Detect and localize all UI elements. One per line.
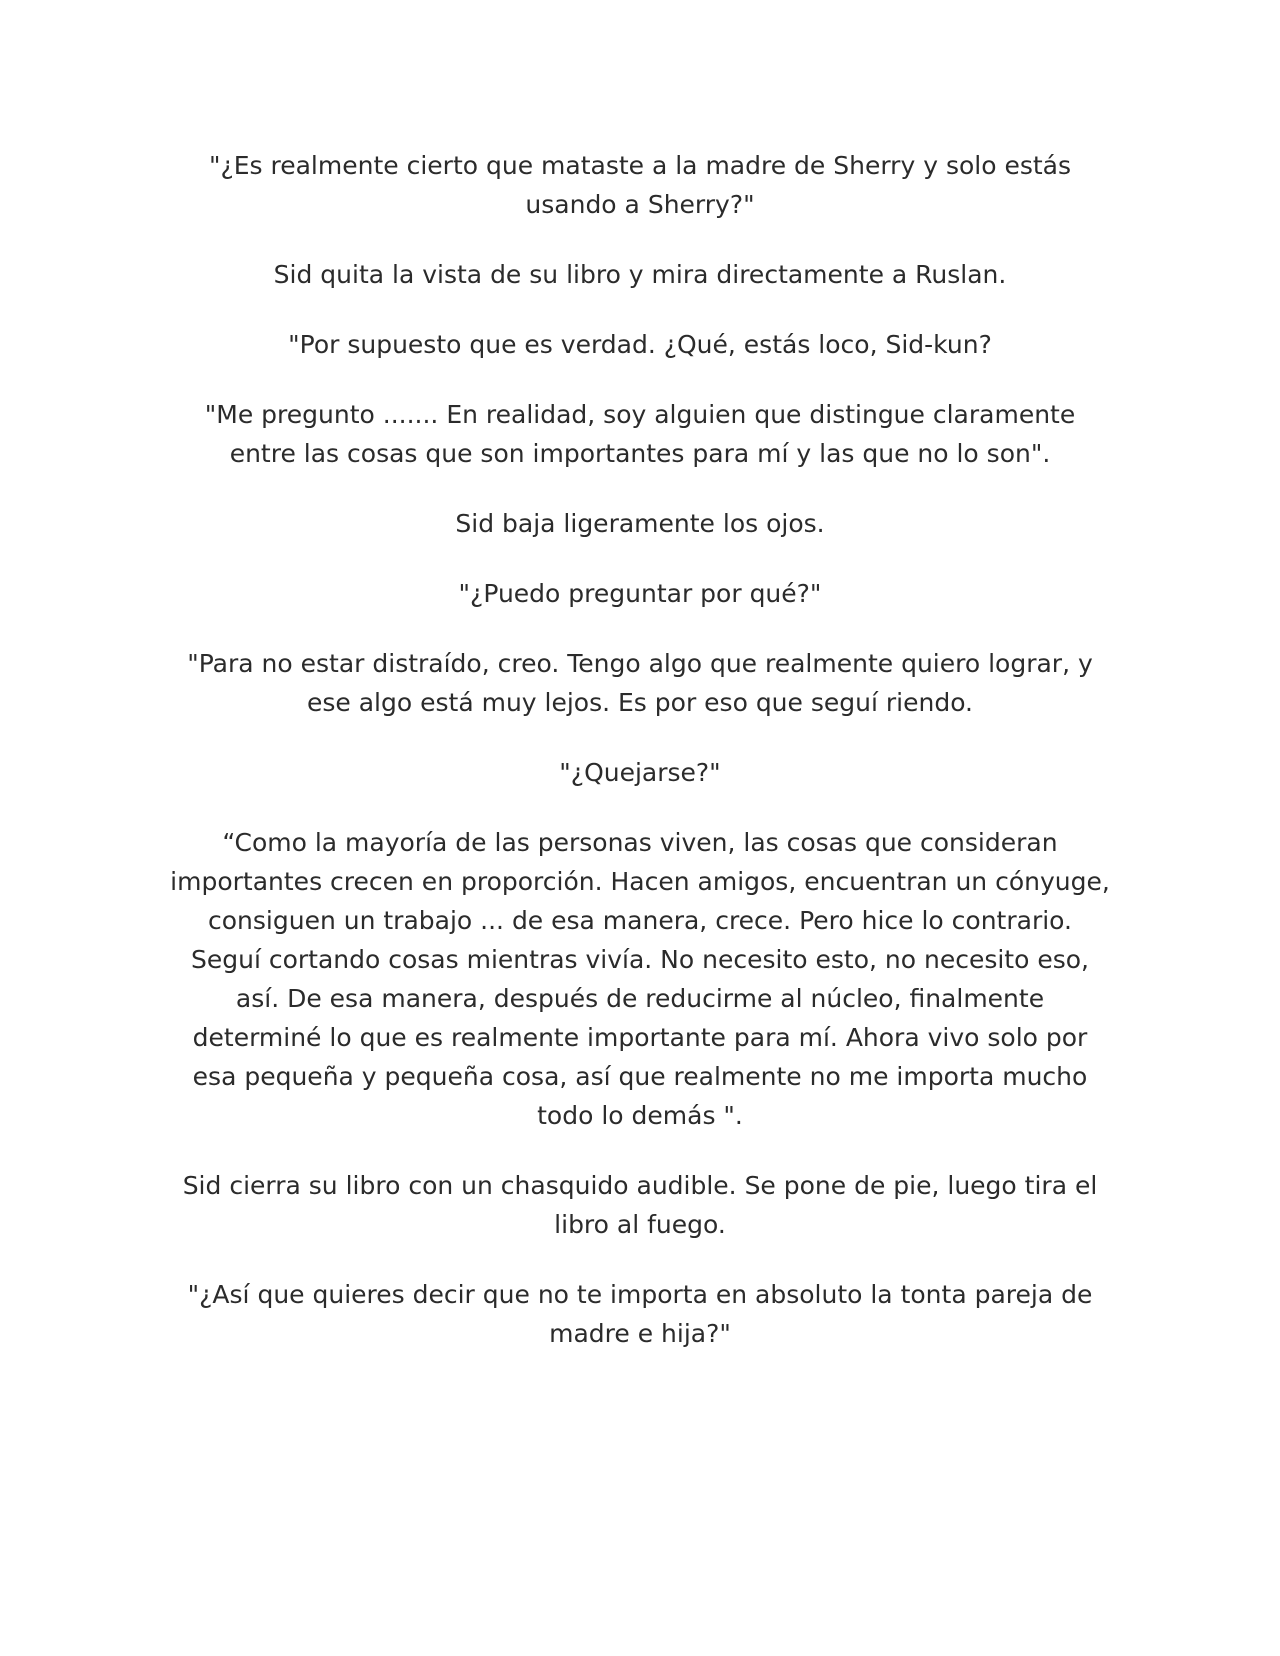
paragraph-11: "¿Así que quieres decir que no te importa en absoluto la tonta pareja de madre e hija?" bbox=[187, 1280, 1093, 1348]
paragraph-1: "¿Es realmente cierto que mataste a la madre de Sherry y solo estás usando a Sherry?" bbox=[208, 151, 1072, 219]
paragraph-9: “Como la mayoría de las personas viven, las cosas que consideran importantes crecen en proporción. Hacen amigos, encuentran un cónyuge, consiguen un trabajo ... de esa manera, crece. Pero hice lo contrario. Seguí cortando cosas mientras vivía. No necesito esto, no necesito eso, así. De esa manera, después de reducirme al núcleo, finalmente determiné lo que es realmente importante para mí. Ahora vivo solo por esa pequeña y pequeña cosa, así que realmente no me importa mucho todo lo demás ". bbox=[170, 828, 1110, 1130]
paragraph-3: "Por supuesto que es verdad. ¿Qué, estás loco, Sid-kun? bbox=[288, 330, 992, 359]
document-body bbox=[170, 146, 1110, 1353]
paragraph-7: "Para no estar distraído, creo. Tengo algo que realmente quiero lograr, y ese algo está muy lejos. Es por eso que seguí riendo. bbox=[187, 649, 1093, 717]
paragraph-5: Sid baja ligeramente los ojos. bbox=[455, 509, 825, 538]
paragraph-8: "¿Quejarse?" bbox=[559, 758, 721, 787]
paragraph-2: Sid quita la vista de su libro y mira directamente a Ruslan. bbox=[273, 260, 1007, 289]
paragraph-6: "¿Puedo preguntar por qué?" bbox=[458, 579, 822, 608]
paragraph-4: "Me pregunto ....... En realidad, soy alguien que distingue claramente entre las cosas que son importantes para mí y las que no lo son". bbox=[204, 400, 1076, 468]
paragraph-10: Sid cierra su libro con un chasquido audible. Se pone de pie, luego tira el libro al fuego. bbox=[182, 1171, 1098, 1239]
